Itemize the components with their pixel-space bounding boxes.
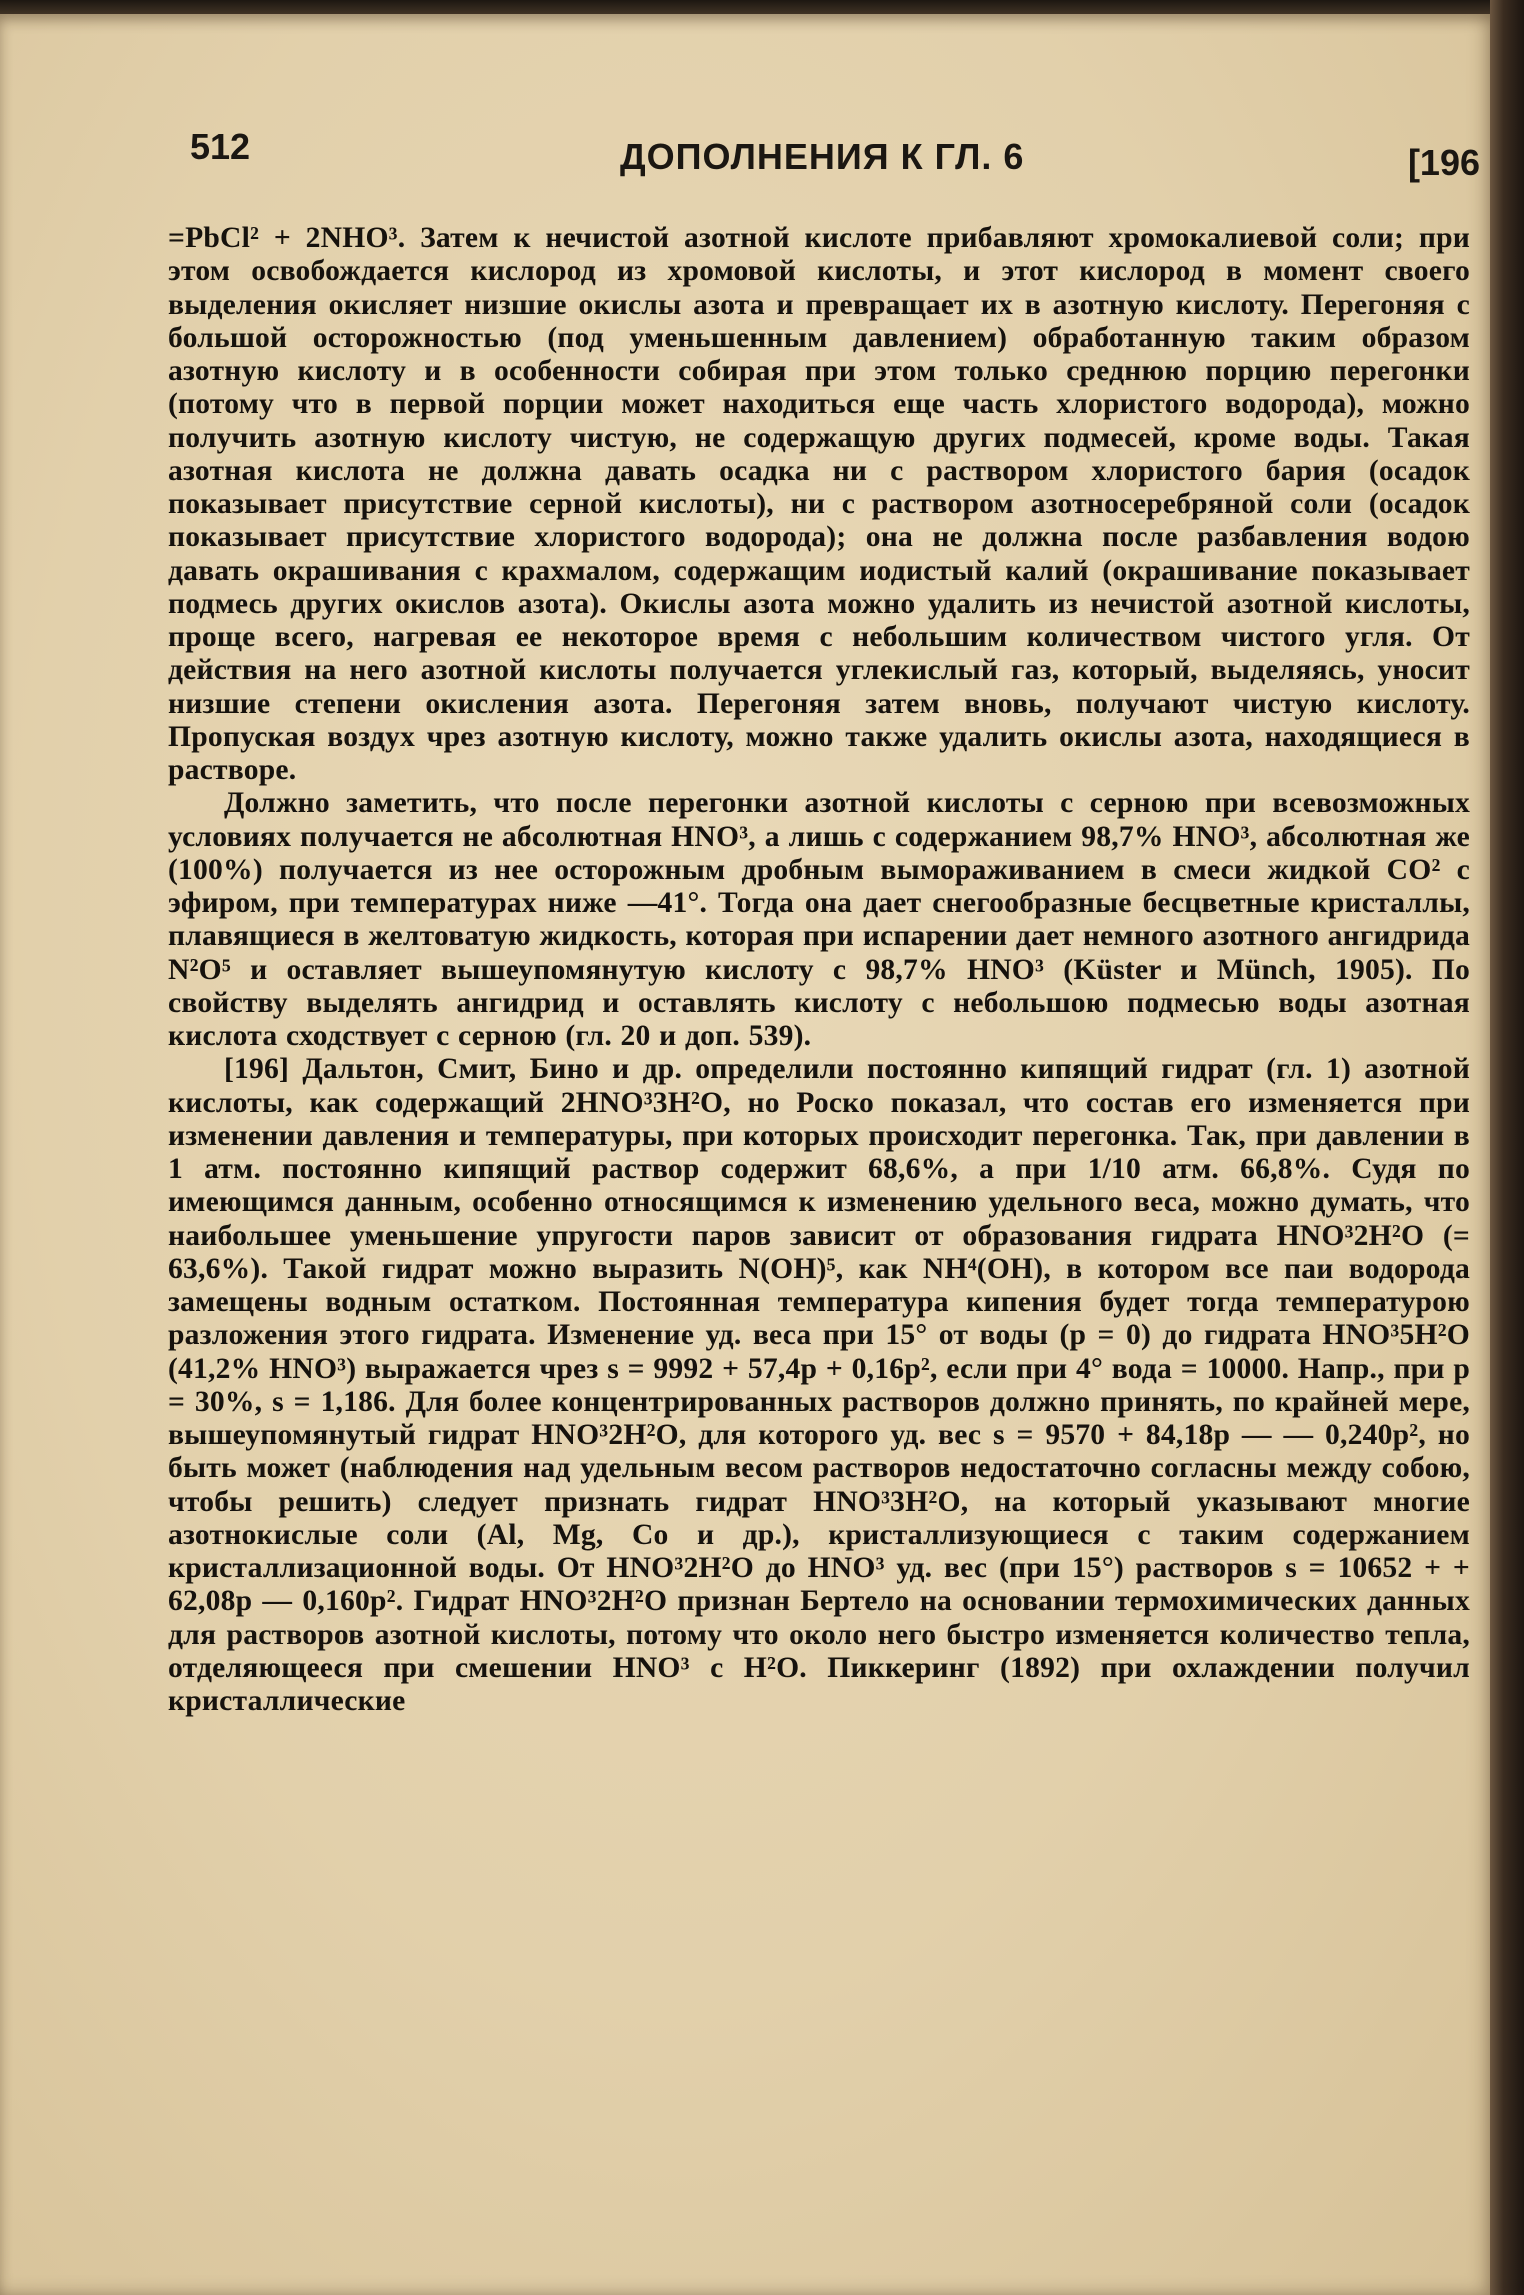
page-body <box>168 222 1470 1718</box>
book-binding-edge <box>1490 0 1524 2295</box>
book-page <box>0 14 1494 2295</box>
paragraph: Должно заметить, что после перегонки азотной кислоты с серною при всевозможных условиях получается не абсолютная HNO³, а лишь с содержанием 98,7% HNO³, абсолютная же (100%) получается из нее осторожным дробным вымораживанием в смеси жидкой CO² с эфиром, при температурах ниже —41°. Тогда она дает снегообразные бесцветные кристаллы, плавящиеся в желтоватую жидкость, которая при испарении дает немного азотного ангидрида N²O⁵ и оставляет вышеупомянутую кислоту с 98,7% HNO³ (Küster и Münch, 1905). По свойству выделять ангидрид и оставлять кислоту с небольшою подмесью воды азотная кислота сходствует с серною (гл. 20 и доп. 539). <box>168 787 1470 1052</box>
page-header <box>190 126 1480 186</box>
paragraph: [196] Дальтон, Смит, Бино и др. определили постоянно кипящий гидрат (гл. 1) азотной кислоты, как содержащий 2HNO³3H²O, но Роско показал, что состав его изменяется при изменении давления и температуры, при которых происходит перегонка. Так, при давлении в 1 атм. постоянно кипящий раствор содержит 68,6%, а при 1/10 атм. 66,8%. Судя по имеющимся данным, особенно относящимся к изменению удельного веса, можно думать, что наибольшее уменьшение упругости паров зависит от образования гидрата HNO³2H²O (= 63,6%). Такой гидрат можно выразить N(OH)⁵, как NH⁴(OH), в котором все паи водорода замещены водным остатком. Постоянная температура кипения будет тогда температурою разложения этого гидрата. Изменение уд. веса при 15° от воды (p = 0) до гидрата HNO³5H²O (41,2% HNO³) выражается чрез s = 9992 + 57,4p + 0,16p², если при 4° вода = 10000. Напр., при p = 30%, s = 1,186. Для более концентрированных растворов должно принять, по крайней мере, вышеупомянутый гидрат HNO³2H²O, для которого уд. вес s = 9570 + 84,18p — — 0,240p², но быть может (наблюдения над удельным весом растворов недостаточно согласны между собою, чтобы решить) следует признать гидрат HNO³3H²O, на который указывают многие азотнокислые соли (Al, Mg, Co и др.), кристаллизующиеся с таким содержанием кристаллизационной воды. От HNO³2H²O до HNO³ уд. вес (при 15°) растворов s = 10652 + + 62,08p — 0,160p². Гидрат HNO³2H²O признан Бертело на основании термохимических данных для растворов азотной кислоты, потому что около него быстро изменяется количество тепла, отделяющееся при смешении HNO³ с H²O. Пиккеринг (1892) при охлаждении получил кристаллические <box>168 1053 1470 1717</box>
page-number: 512 <box>190 126 251 167</box>
section-marker: [196 <box>1407 142 1480 183</box>
paragraph: =PbCl² + 2NHO³. Затем к нечистой азотной кислоте прибавляют хромокалиевой соли; при этом освобождается кислород из хромовой кислоты, и этот кислород в момент своего выделения окисляет низшие окислы азота и превращает их в азотную кислоту. Перегоняя с большой осторожностью (под уменьшенным давлением) обработанную таким образом азотную кислоту и в особенности собирая при этом только среднюю порцию перегонки (потому что в первой порции может находиться еще часть хлористого водорода), можно получить азотную кислоту чистую, не содержащую других подмесей, кроме воды. Такая азотная кислота не должна давать осадка ни с раствором хлористого бария (осадок показывает присутствие серной кислоты), ни с раствором азотносеребряной соли (осадок показывает присутствие хлористого водорода); она не должна после разбавления водою давать окрашивания с крахмалом, содержащим иодистый калий (окрашивание показывает подмесь других окислов азота). Окислы азота можно удалить из нечистой азотной кислоты, проще всего, нагревая ее некоторое время с небольшим количеством чистого угля. От действия на него азотной кислоты получается углекислый газ, который, выделяясь, уносит низшие степени окисления азота. Перегоняя затем вновь, получают чистую кислоту. Пропуская воздух чрез азотную кислоту, можно также удалить окислы азота, находящиеся в растворе. <box>168 222 1470 786</box>
running-title: ДОПОЛНЕНИЯ К ГЛ. 6 <box>620 136 1025 177</box>
